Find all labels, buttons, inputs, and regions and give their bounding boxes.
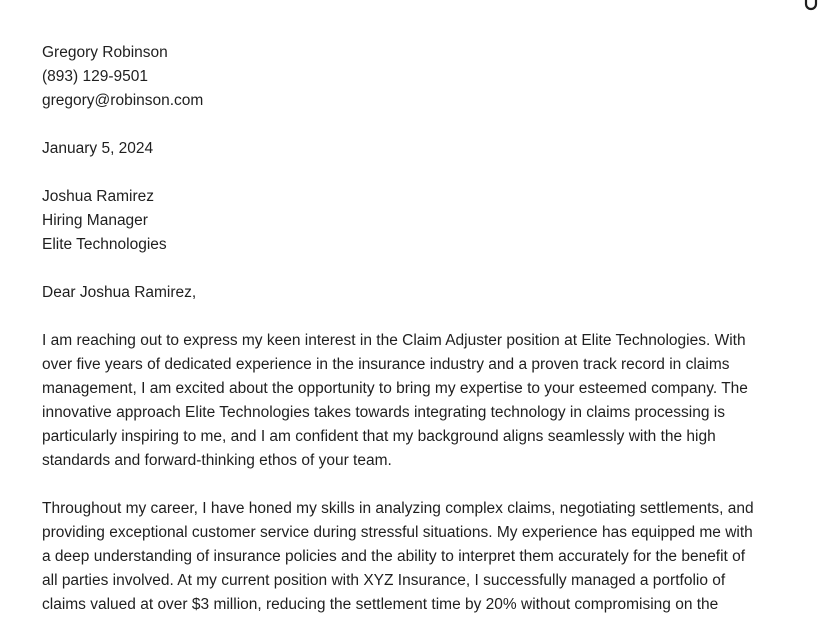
paragraph-line: all parties involved. At my current position with XYZ Insurance, I successfully managed a portfolio of bbox=[42, 572, 726, 589]
paragraph-line: over five years of dedicated experience in the insurance industry and a proven track record in claims bbox=[42, 356, 730, 373]
paragraph-line: innovative approach Elite Technologies takes towards integrating technology in claims processing is bbox=[42, 404, 725, 421]
sender-block bbox=[42, 41, 794, 113]
paragraph-line: standards and forward-thinking ethos of your team. bbox=[42, 452, 392, 469]
paragraph-2 bbox=[42, 497, 794, 617]
paragraph-line: claims valued at over $3 million, reducing the settlement time by 20% without compromising on the bbox=[42, 596, 719, 613]
sender-name: Gregory Robinson bbox=[42, 44, 168, 61]
paragraph-1 bbox=[42, 329, 794, 473]
sender-email: gregory@robinson.com bbox=[42, 92, 204, 109]
paragraph-line: I am reaching out to express my keen interest in the Claim Adjuster position at Elite Technologies. With bbox=[42, 332, 746, 349]
paragraph-line: particularly inspiring to me, and I am confident that my background aligns seamlessly with the high bbox=[42, 428, 716, 445]
letter-date: January 5, 2024 bbox=[42, 140, 154, 157]
cover-letter bbox=[42, 41, 794, 617]
sender-phone: (893) 129-9501 bbox=[42, 68, 148, 85]
paragraph-line: management, I am excited about the opportunity to bring my expertise to your esteemed company. The bbox=[42, 380, 748, 397]
partial-glyph-icon bbox=[804, 0, 818, 12]
recipient-block bbox=[42, 185, 794, 257]
recipient-company: Elite Technologies bbox=[42, 236, 167, 253]
salutation: Dear Joshua Ramirez, bbox=[42, 284, 197, 301]
recipient-title: Hiring Manager bbox=[42, 212, 148, 229]
recipient-name: Joshua Ramirez bbox=[42, 188, 154, 205]
paragraph-line: a deep understanding of insurance policies and the ability to interpret them accurately for the benefit of bbox=[42, 548, 746, 565]
paragraph-line: providing exceptional customer service during stressful situations. My experience has equipped me with bbox=[42, 524, 753, 541]
paragraph-line: Throughout my career, I have honed my skills in analyzing complex claims, negotiating settlements, and bbox=[42, 500, 754, 517]
